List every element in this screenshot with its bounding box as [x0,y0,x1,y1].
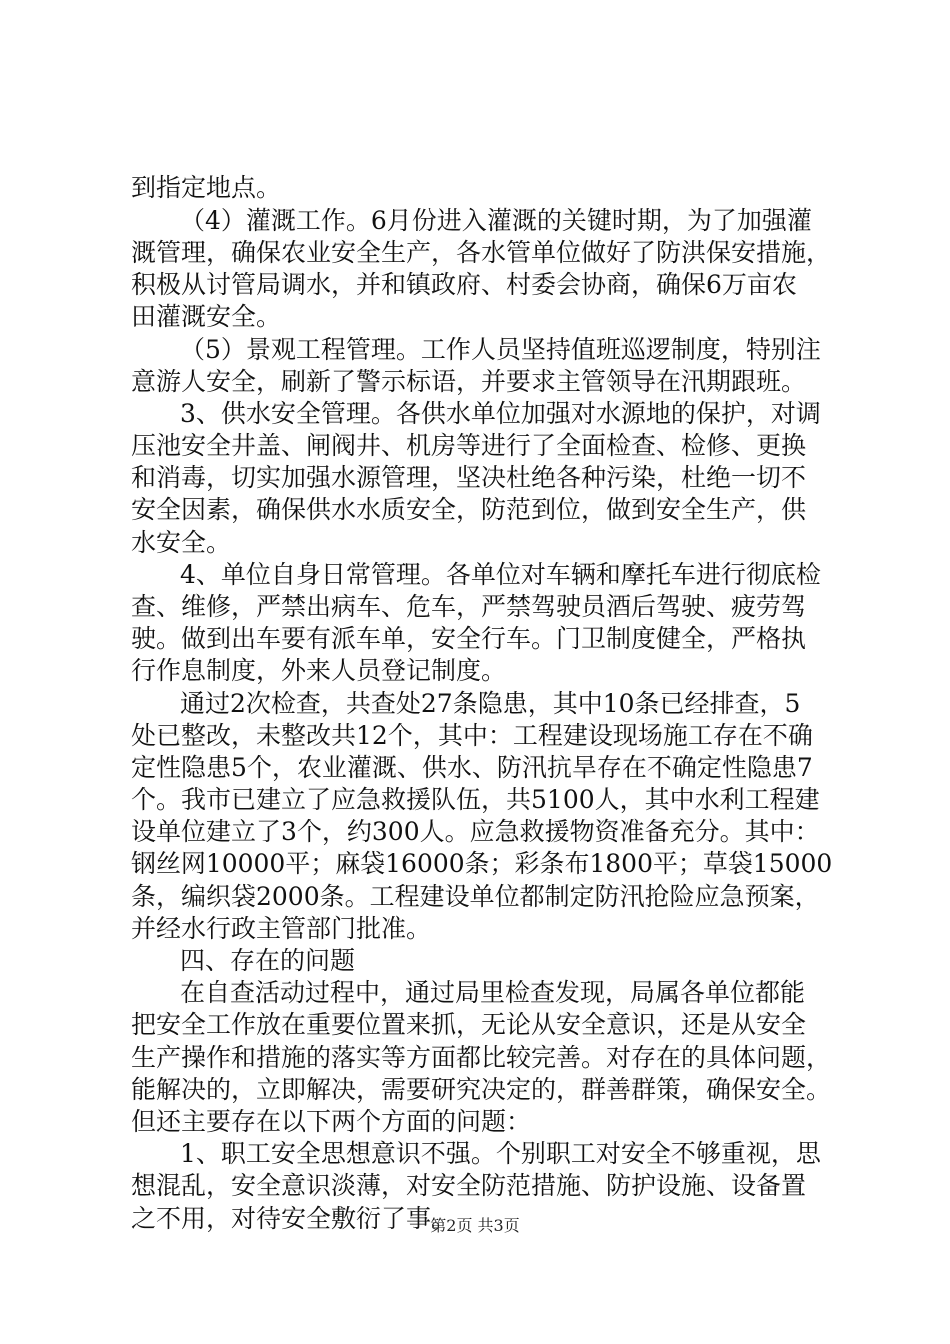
text-line: 驶。做到出车要有派车单，安全行车。门卫制度健全，严格执 [131,624,807,653]
text-line: 通过2次检查，共查处27条隐患，其中10条已经排查，5 [180,689,801,718]
text-line: 意游人安全，刷新了警示标语，并要求主管领导在汛期跟班。 [131,367,807,396]
text-line: 之不用，对待安全敷衍了事。 [131,1204,457,1233]
text-line: 个。我市已建立了应急救援队伍，共5100人，其中水利工程建 [131,785,820,814]
text-line: 设单位建立了3个，约300人。应急救援物资准备充分。其中： [131,817,820,846]
text-line: 安全因素，确保供水水质安全，防范到位，做到安全生产，供 [131,495,807,524]
text-line: 积极从讨管局调水，并和镇政府、村委会协商，确保6万亩农 [131,270,797,299]
page-footer: 第2页 共3页 [430,1216,520,1235]
text-line: 想混乱，安全意识淡薄，对安全防范措施、防护设施、设备置 [131,1171,807,1200]
text-line: 1、职工安全思想意识不强。个别职工对安全不够重视，思 [180,1139,821,1168]
text-line: 能解决的，立即解决，需要研究决定的，群善群策，确保安全。 [131,1075,832,1104]
text-line: （4）灌溉工作。6月份进入灌溉的关键时期，为了加强灌 [180,206,812,235]
text-line: 到指定地点。 [131,173,282,202]
text-line: 3、供水安全管理。各供水单位加强对水源地的保护，对调 [180,399,821,428]
text-line: 把安全工作放在重要位置来抓，无论从安全意识，还是从安全 [131,1010,807,1039]
section-heading: 四、存在的问题 [180,946,356,975]
text-line: 行作息制度，外来人员登记制度。 [131,656,507,685]
text-line: 压池安全井盖、闸阀井、机房等进行了全面检查、检修、更换 [131,431,807,460]
text-line: 定性隐患5个，农业灌溉、供水、防汛抗旱存在不确定性隐患7 [131,753,813,782]
text-line: 查、维修，严禁出病车、危车，严禁驾驶员酒后驾驶、疲劳驾 [131,592,807,621]
text-line: 钢丝网10000平；麻袋16000条；彩条布1800平；草袋15000 [131,849,833,878]
text-line: 和消毒，切实加强水源管理，坚决杜绝各种污染，杜绝一切不 [131,463,807,492]
text-line: 处已整改，未整改共12个，其中：工程建设现场施工存在不确 [131,721,813,750]
text-line: 溉管理，确保农业安全生产，各水管单位做好了防洪保安措施， [131,238,832,267]
text-line: 4、单位自身日常管理。各单位对车辆和摩托车进行彻底检 [180,560,821,589]
text-line: 并经水行政主管部门批准。 [131,914,432,943]
text-line: 在自查活动过程中，通过局里检查发现，局属各单位都能 [180,978,806,1007]
text-line: 生产操作和措施的落实等方面都比较完善。对存在的具体问题， [131,1043,832,1072]
text-line: 水安全。 [131,528,232,557]
text-line: （5）景观工程管理。工作人员坚持值班巡逻制度，特别注 [180,335,821,364]
text-line: 但还主要存在以下两个方面的问题： [131,1107,532,1136]
text-line: 田灌溉安全。 [131,302,282,331]
text-line: 条，编织袋2000条。工程建设单位都制定防汛抢险应急预案， [131,882,820,911]
